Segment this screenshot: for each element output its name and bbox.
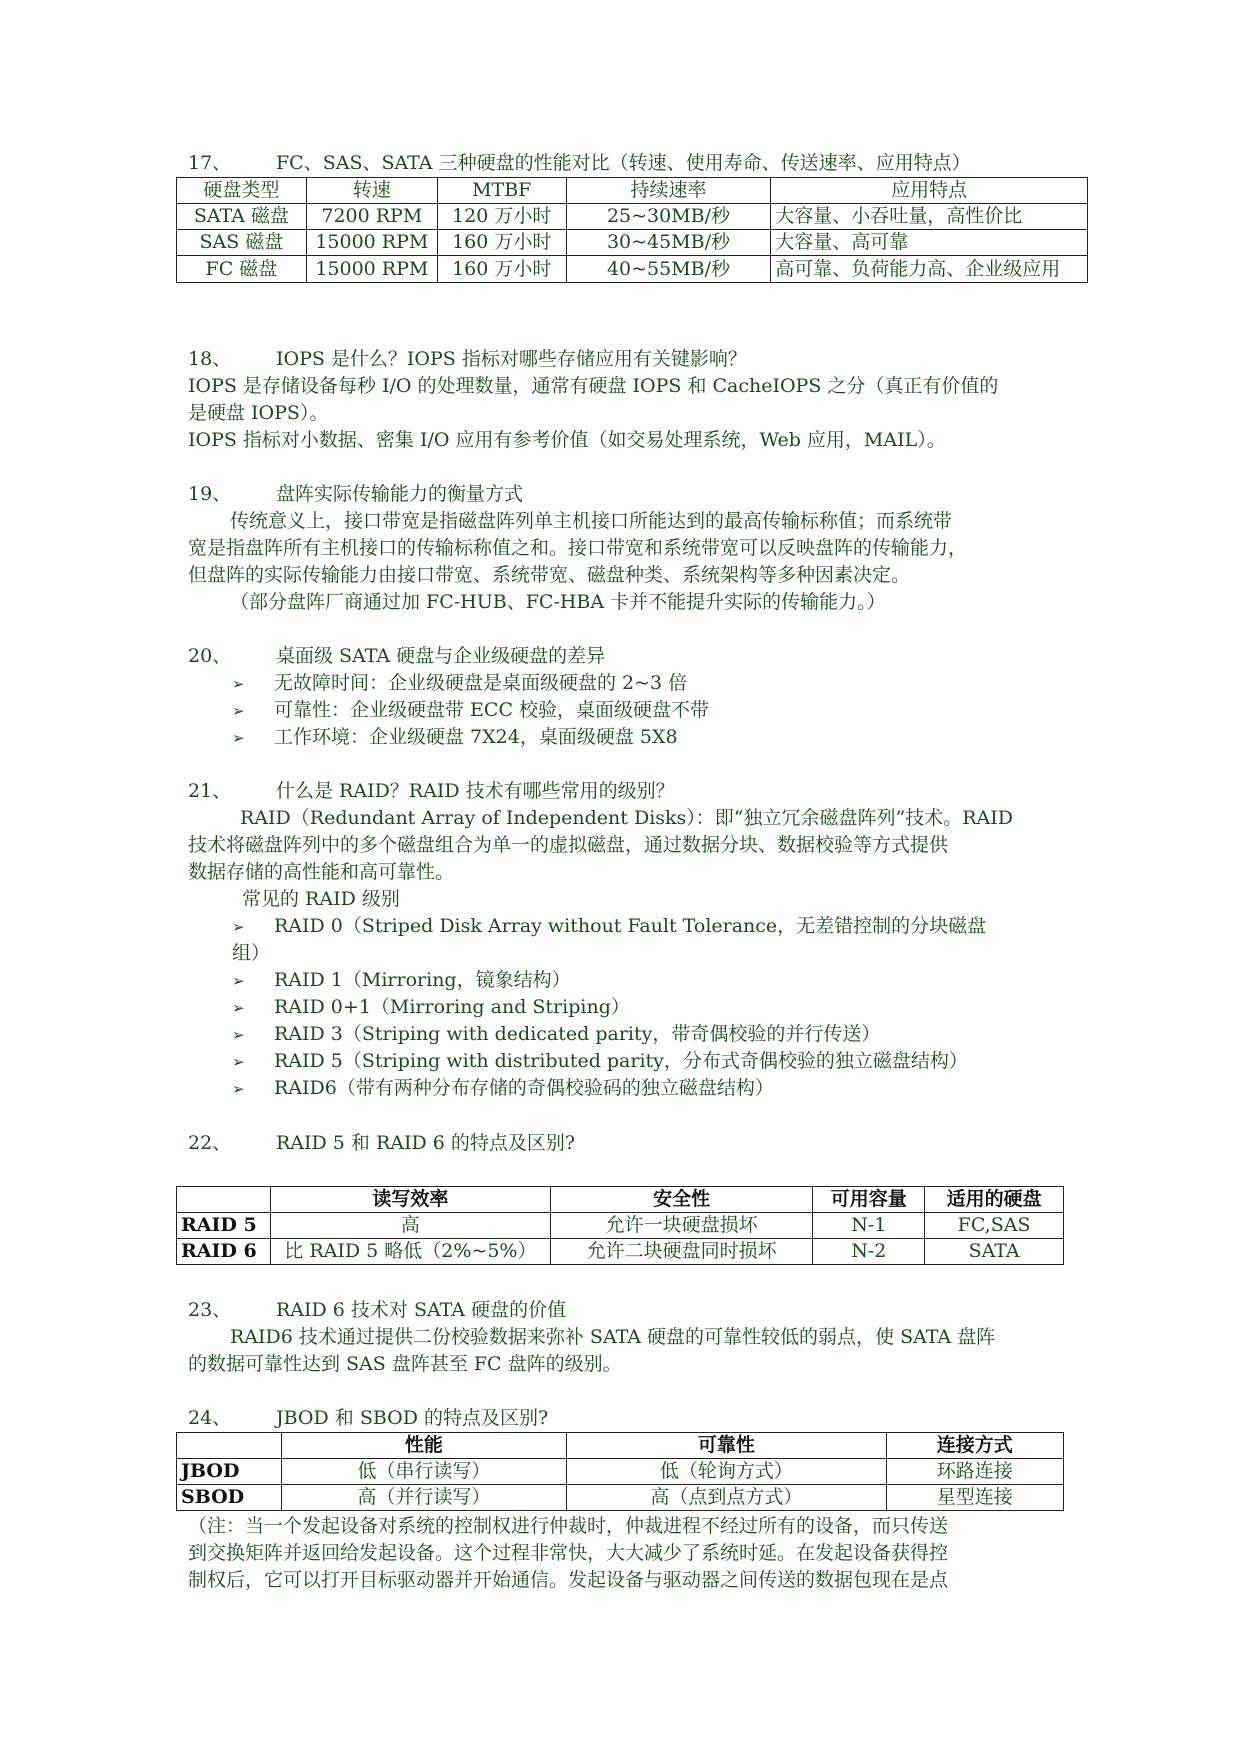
table-header-cell: 硬盘类型 (177, 178, 307, 204)
arrow-bullet-icon: ➢ (232, 1026, 245, 1044)
q20-heading (188, 643, 605, 669)
table-header-cell: 转速 (306, 178, 437, 204)
paragraph-line: 是硬盘 IOPS）。 (188, 402, 329, 424)
table-cell: 160 万小时 (437, 230, 566, 256)
list-item: ➢ RAID6（带有两种分布存储的奇偶校验码的独立磁盘结构） (232, 1075, 774, 1103)
paragraph-line: IOPS 指标对小数据、密集 I/O 应用有参考价值（如交易处理系统，Web 应用，MAIL）。 (188, 429, 946, 451)
table-header-cell: 性能 (281, 1433, 566, 1459)
q19-heading (188, 481, 523, 507)
table-cell: 30~45MB/秒 (566, 230, 771, 256)
paragraph-line: RAID（Redundant Array of Independent Disks）：即“独立冗余磁盘阵列”技术。RAID (240, 807, 1013, 829)
q17-table (176, 177, 1088, 283)
table-header-row (177, 178, 1088, 204)
table-header-cell: 持续速率 (566, 178, 771, 204)
table-cell: 高可靠、负荷能力高、企业级应用 (771, 256, 1088, 283)
list-item: ➢ RAID 0+1（Mirroring and Striping） (232, 994, 630, 1022)
arrow-bullet-icon: ➢ (232, 702, 245, 720)
paragraph-line: 制权后，它可以打开目标驱动器并开始通信。发起设备与驱动器之间传送的数据包现在是点 (188, 1569, 949, 1591)
table-cell: 160 万小时 (437, 256, 566, 283)
q21-heading (188, 778, 675, 804)
q22-title: RAID 5 和 RAID 6 的特点及区别? (276, 1132, 576, 1154)
q18-title: IOPS 是什么？IOPS 指标对哪些存储应用有关键影响？ (276, 348, 747, 370)
paragraph-line: RAID6 技术通过提供二份校验数据来弥补 SATA 硬盘的可靠性较低的弱点，使 SATA 盘阵 (230, 1326, 996, 1348)
paragraph-line: （部分盘阵厂商通过加 FC-HUB、FC-HBA 卡并不能提升实际的传输能力。） (230, 591, 886, 613)
table-row (177, 1239, 1064, 1265)
table-cell: 高 (270, 1213, 550, 1239)
table-cell: N-1 (813, 1213, 925, 1239)
table-cell: 120 万小时 (437, 204, 566, 230)
table-cell: 环路连接 (886, 1459, 1063, 1485)
q19-title: 盘阵实际传输能力的衡量方式 (276, 483, 524, 505)
raid-levels-title: 常见的 RAID 级别 (242, 888, 400, 910)
list-item: ➢ RAID 0（Striped Disk Array without Fault Tolerance，无差错控制的分块磁盘 (232, 913, 986, 941)
q18-heading (188, 346, 747, 372)
table-header-cell: 连接方式 (886, 1433, 1063, 1459)
arrow-bullet-icon: ➢ (232, 675, 245, 693)
table-cell: 低（轮询方式） (567, 1459, 887, 1485)
paragraph-line: 但盘阵的实际传输能力由接口带宽、系统带宽、磁盘种类、系统架构等多种因素决定。 (188, 564, 911, 586)
arrow-bullet-icon: ➢ (232, 729, 245, 747)
paragraph-line: 传统意义上，接口带宽是指磁盘阵列单主机接口所能达到的最高传输标称值；而系统带 (230, 510, 953, 532)
table-cell: 25~30MB/秒 (566, 204, 771, 230)
q23-body (188, 1324, 995, 1378)
arrow-bullet-icon: ➢ (232, 1080, 245, 1098)
list-item: ➢ 可靠性：企业级硬盘带 ECC 校验，桌面级硬盘不带 (232, 697, 709, 725)
table-cell: 7200 RPM (306, 204, 437, 230)
paragraph-line: 技术将磁盘阵列中的多个磁盘组合为单一的虚拟磁盘，通过数据分块、数据校验等方式提供 (188, 834, 949, 856)
q17-number: 17、 (188, 152, 232, 174)
table-header-cell: MTBF (437, 178, 566, 204)
q20-title: 桌面级 SATA 硬盘与企业级硬盘的差异 (276, 645, 606, 667)
table-cell: 允许一块硬盘损坏 (550, 1213, 813, 1239)
q23-number: 23、 (188, 1299, 232, 1321)
paragraph-line: 宽是指盘阵所有主机接口的传输标称值之和。接口带宽和系统带宽可以反映盘阵的传输能力， (188, 537, 968, 559)
table-cell: SATA 磁盘 (177, 204, 307, 230)
table-cell: 大容量、小吞吐量，高性价比 (771, 204, 1088, 230)
q22-number: 22、 (188, 1132, 232, 1154)
q19-number: 19、 (188, 483, 232, 505)
table-header-cell: 适用的硬盘 (925, 1187, 1064, 1213)
table-row (177, 204, 1088, 230)
list-item: ➢ 工作环境：企业级硬盘 7X24，桌面级硬盘 5X8 (232, 724, 678, 752)
q22-heading (188, 1130, 575, 1156)
table-header-row (177, 1433, 1064, 1459)
table-header-cell: 应用特点 (771, 178, 1088, 204)
q20-number: 20、 (188, 645, 232, 667)
table-header-cell (177, 1433, 282, 1459)
q23-heading (188, 1297, 566, 1323)
table-cell: N-2 (813, 1239, 925, 1265)
arrow-bullet-icon: ➢ (232, 1053, 245, 1071)
list-item: ➢ RAID 3（Striping with dedicated parity，带奇偶校验的并行传送） (232, 1021, 880, 1049)
table-cell: 高（点到点方式） (567, 1485, 887, 1511)
table-cell: 高（并行读写） (281, 1485, 566, 1511)
table-row (177, 256, 1088, 283)
table-cell: 星型连接 (886, 1485, 1063, 1511)
q24-note (188, 1513, 948, 1594)
table-row (177, 230, 1088, 256)
q21-body (188, 805, 1013, 913)
q24-number: 24、 (188, 1407, 232, 1429)
table-cell: FC 磁盘 (177, 256, 307, 283)
q22-table (176, 1186, 1064, 1265)
q21-title: 什么是 RAID？RAID 技术有哪些常用的级别？ (276, 780, 675, 802)
paragraph-line: IOPS 是存储设备每秒 I/O 的处理数量，通常有硬盘 IOPS 和 CacheIOPS 之分（真正有价值的 (188, 375, 999, 397)
q24-table (176, 1432, 1064, 1511)
q23-title: RAID 6 技术对 SATA 硬盘的价值 (276, 1299, 567, 1321)
q17-title: FC、SAS、SATA 三种硬盘的性能对比（转速、使用寿命、传送速率、应用特点） (276, 152, 971, 174)
table-cell: 低（串行读写） (281, 1459, 566, 1485)
table-header-cell: 可用容量 (813, 1187, 925, 1213)
table-row (177, 1459, 1064, 1485)
q24-title: JBOD 和 SBOD 的特点及区别? (276, 1407, 549, 1429)
table-cell: 15000 RPM (306, 230, 437, 256)
table-header-cell: 安全性 (550, 1187, 813, 1213)
table-header-row (177, 1187, 1064, 1213)
table-row-label: JBOD (177, 1459, 282, 1485)
table-row-label: RAID 5 (177, 1213, 271, 1239)
q19-body (188, 508, 967, 616)
arrow-bullet-icon: ➢ (232, 918, 245, 936)
paragraph-line: 的数据可靠性达到 SAS 盘阵甚至 FC 盘阵的级别。 (188, 1353, 622, 1375)
q24-heading (188, 1405, 548, 1431)
table-cell: 比 RAID 5 略低（2%~5%） (270, 1239, 550, 1265)
q18-body (188, 373, 998, 454)
table-cell: FC,SAS (925, 1213, 1064, 1239)
table-header-cell: 读写效率 (270, 1187, 550, 1213)
table-header-cell: 可靠性 (567, 1433, 887, 1459)
table-cell: 40~55MB/秒 (566, 256, 771, 283)
table-cell: SATA (925, 1239, 1064, 1265)
list-item-continuation: 组） (232, 942, 271, 964)
table-cell: SAS 磁盘 (177, 230, 307, 256)
paragraph-line: 到交换矩阵并返回给发起设备。这个过程非常快，大大减少了系统时延。在发起设备获得控 (188, 1542, 949, 1564)
table-cell: 大容量、高可靠 (771, 230, 1088, 256)
list-item: ➢ RAID 5（Striping with distributed parity，分布式奇偶校验的独立磁盘结构） (232, 1048, 968, 1076)
paragraph-line: 数据存储的高性能和高可靠性。 (188, 861, 455, 883)
list-item: ➢ 无故障时间：企业级硬盘是桌面级硬盘的 2~3 倍 (232, 670, 687, 698)
table-header-cell (177, 1187, 271, 1213)
q21-number: 21、 (188, 780, 232, 802)
arrow-bullet-icon: ➢ (232, 999, 245, 1017)
table-cell: 15000 RPM (306, 256, 437, 283)
table-cell: 允许二块硬盘同时损坏 (550, 1239, 813, 1265)
table-row-label: RAID 6 (177, 1239, 271, 1265)
table-row (177, 1485, 1064, 1511)
q18-number: 18、 (188, 348, 232, 370)
table-row-label: SBOD (177, 1485, 282, 1511)
paragraph-line: （注：当一个发起设备对系统的控制权进行仲裁时，仲裁进程不经过所有的设备，而只传送 (188, 1515, 949, 1537)
list-item: ➢ RAID 1（Mirroring，镜象结构） (232, 967, 571, 995)
q17-heading (188, 150, 971, 176)
arrow-bullet-icon: ➢ (232, 972, 245, 990)
table-row (177, 1213, 1064, 1239)
